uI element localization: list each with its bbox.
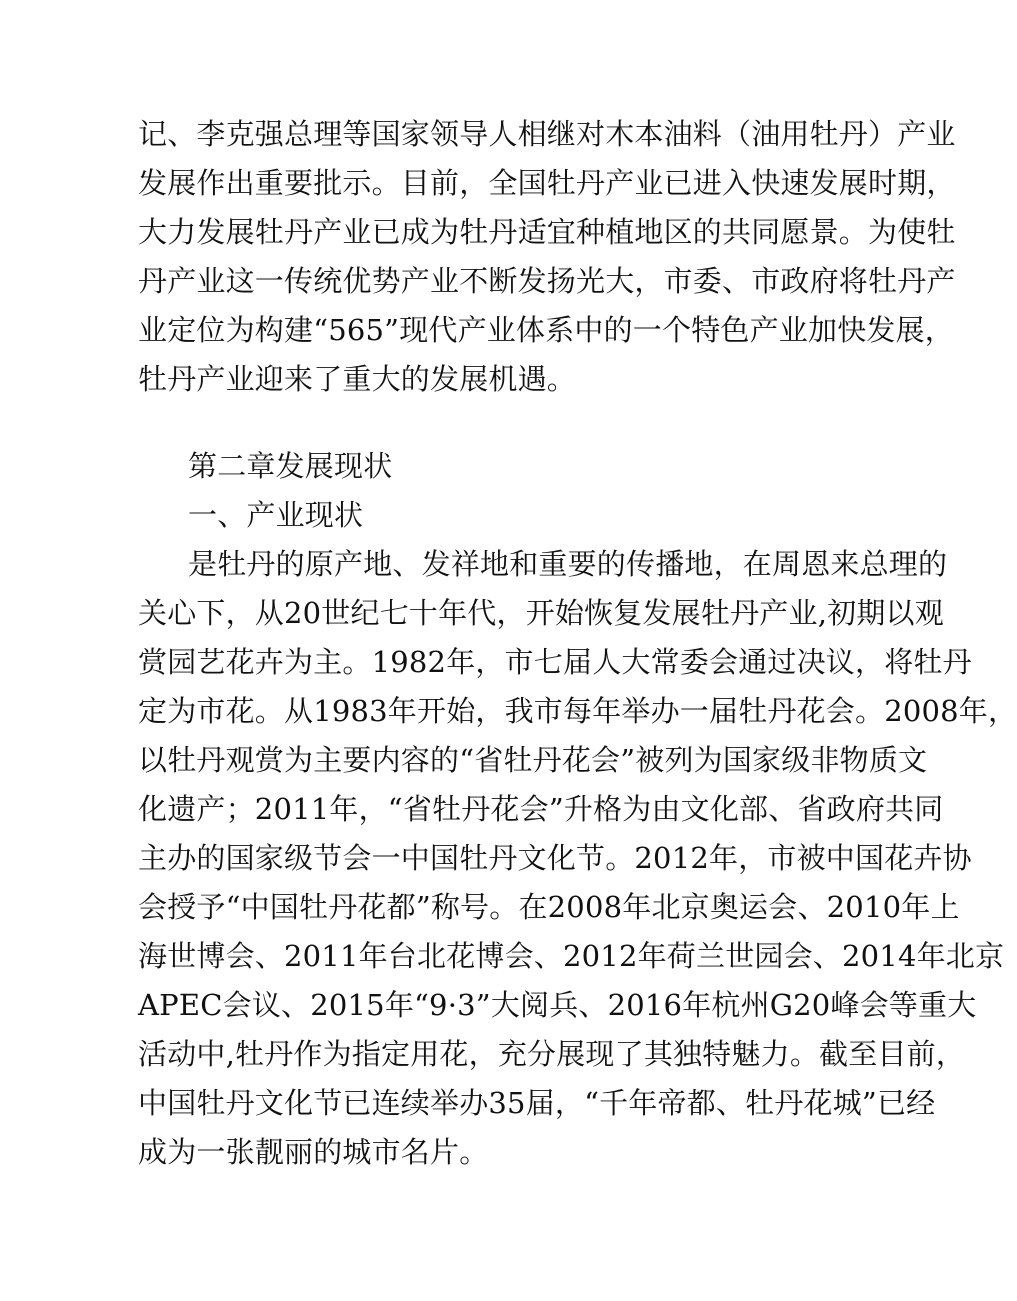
- paragraph-line: 会授予“中国牡丹花都”称号。在2008年北京奥运会、2010年上: [138, 890, 960, 924]
- paragraph-line: 牡丹产业迎来了重大的发展机遇。: [138, 362, 577, 396]
- paragraph-line: 关心下，从20世纪七十年代，开始恢复发展牡丹产业,初期以观: [138, 596, 944, 630]
- paragraph-line: 化遗产；2011年，“省牡丹花会”升格为由文化部、省政府共同: [138, 792, 944, 826]
- paragraph-line: 中国牡丹文化节已连续举办35届，“千年帝都、牡丹花城”已经: [138, 1086, 936, 1120]
- paragraph-line: 发展作出重要批示。目前，全国牡丹产业已进入快速发展时期，: [138, 166, 956, 200]
- chapter-title: 第二章发展现状: [188, 449, 393, 483]
- paragraph-line: 大力发展牡丹产业已成为牡丹适宜种植地区的共同愿景。为使牡: [138, 215, 956, 249]
- paragraph-line: 活动中,牡丹作为指定用花，充分展现了其独特魅力。截至目前，: [138, 1037, 966, 1071]
- paragraph-line: 以牡丹观赏为主要内容的“省牡丹花会”被列为国家级非物质文: [138, 743, 928, 777]
- paragraph-line: 业定位为构建“565”现代产业体系中的一个特色产业加快发展，: [138, 313, 955, 347]
- paragraph-line: 丹产业这一传统优势产业不断发扬光大，市委、市政府将牡丹产: [138, 264, 956, 298]
- paragraph-line: 成为一张靓丽的城市名片。: [138, 1135, 489, 1169]
- section-title: 一、产业现状: [188, 498, 364, 532]
- paragraph-line: 海世博会、2011年台北花博会、2012年荷兰世园会、2014年北京: [138, 939, 1005, 973]
- paragraph-line: APEC会议、2015年“9·3”大阅兵、2016年杭州G20峰会等重大: [138, 988, 977, 1022]
- paragraph-line: 赏园艺花卉为主。1982年，市七届人大常委会通过决议，将牡丹: [138, 645, 972, 679]
- paragraph-line: 主办的国家级节会一中国牡丹文化节。2012年，市被中国花卉协: [138, 841, 972, 875]
- paragraph-line: 定为市花。从1983年开始，我市每年举办一届牡丹花会。2008年，: [138, 694, 1017, 728]
- paragraph-line: 记、李克强总理等国家领导人相继对木本油料（油用牡丹）产业: [138, 117, 956, 151]
- paragraph-line: 是牡丹的原产地、发祥地和重要的传播地，在周恩来总理的: [188, 547, 948, 581]
